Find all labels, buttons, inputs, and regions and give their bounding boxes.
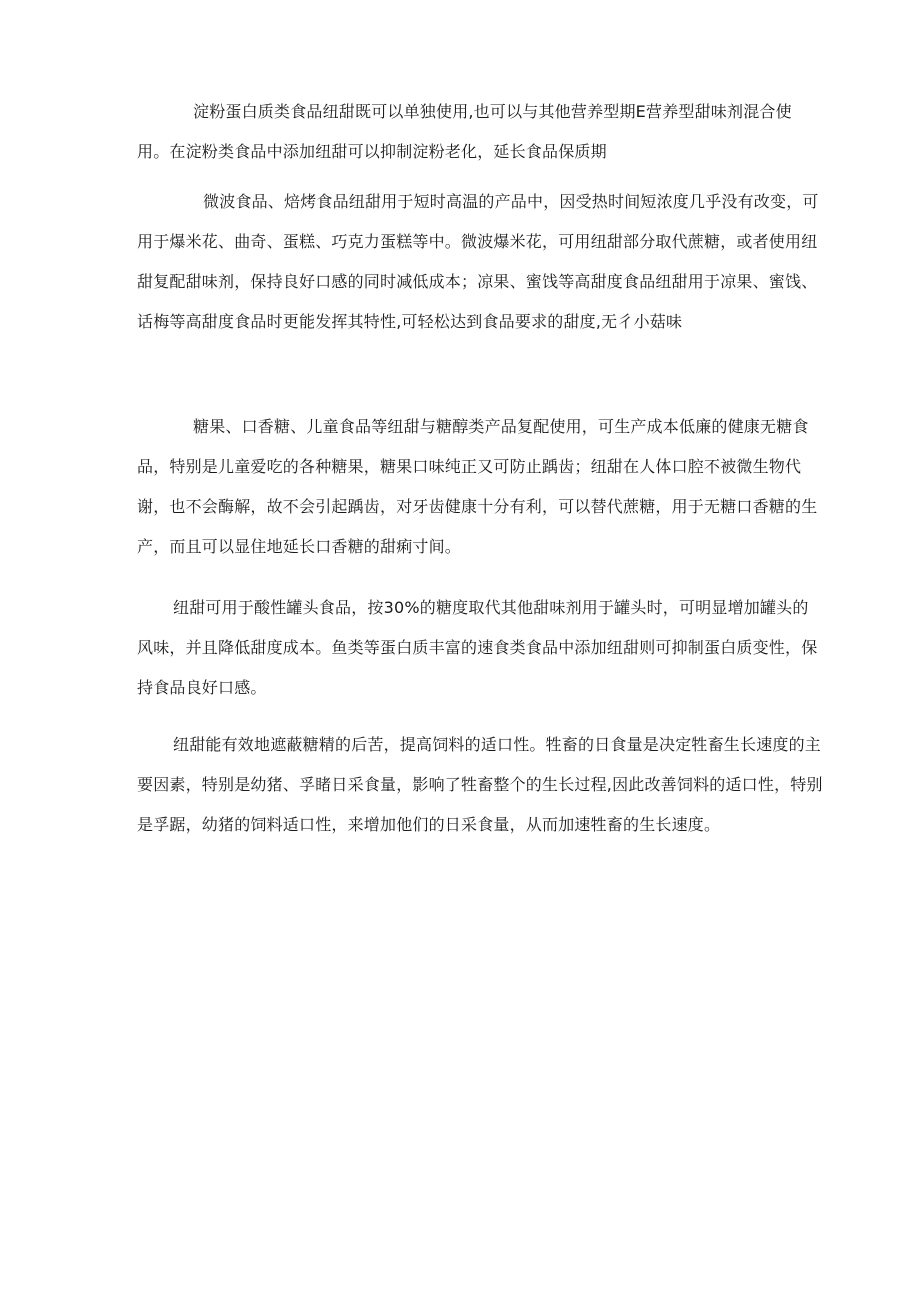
paragraph-animal-feed: 纽甜能有效地遮蔽糖精的后苦，提高饲料的适口性。牲畜的日食量是决定牲畜生长速度的主要因素，特别是幼猪、孚睹日采食量，影响了牲畜整个的生长过程,因此改善饲料的适口性，特别是孚踞，幼猪的饲料适口性，来增加他们的日采食量，从而加速牲畜的生长速度。 <box>137 735 823 834</box>
paragraph-candy-chewing-gum: 糖果、口香糖、儿童食品等纽甜与糖醇类产品复配使用，可生产成本低廉的健康无糖食品，特别是儿童爱吃的各种糖果，糖果口味纯正又可防止踽齿；纽甜在人体口腔不被微生物代谢，也不会酶解，故不会引起踽齿，对牙齿健康十分有利，可以替代蔗糖，用于无糖口香糖的生产，而且可以显住地延长口香糖的甜痢寸间。 <box>137 417 818 556</box>
paragraph-canned-foods: 纽甜可用于酸性罐头食品，按30%的糖度取代其他甜味剂用于罐头时，可明显增加罐头的风味，并且降低甜度成本。鱼类等蛋白质丰富的速食类食品中添加纽甜则可抑制蛋白质变性，保持食品良好口感。 <box>137 598 818 697</box>
paragraph-microwave-baked-foods: 微波食品、焙烤食品纽甜用于短时高温的产品中，因受热时间短浓度几乎没有改变，可用于爆米花、曲奇、蛋糕、巧克力蛋糕等中。微波爆米花，可用纽甜部分取代蔗糖，或者使用纽甜复配甜味剂，保持良好口感的同时减低成本；凉果、蜜饯等高甜度食品纽甜用于凉果、蜜饯、话梅等高甜度食品时更能发挥其特性,可轻松达到食品要求的甜度,无彳小菇味 <box>137 192 819 331</box>
paragraph-starch-protein-foods: 淀粉蛋白质类食品纽甜既可以单独使用,也可以与其他营养型期E营养型甜味剂混合使用。在淀粉类食品中添加纽甜可以抑制淀粉老化，延长食品保质期 <box>137 102 792 161</box>
